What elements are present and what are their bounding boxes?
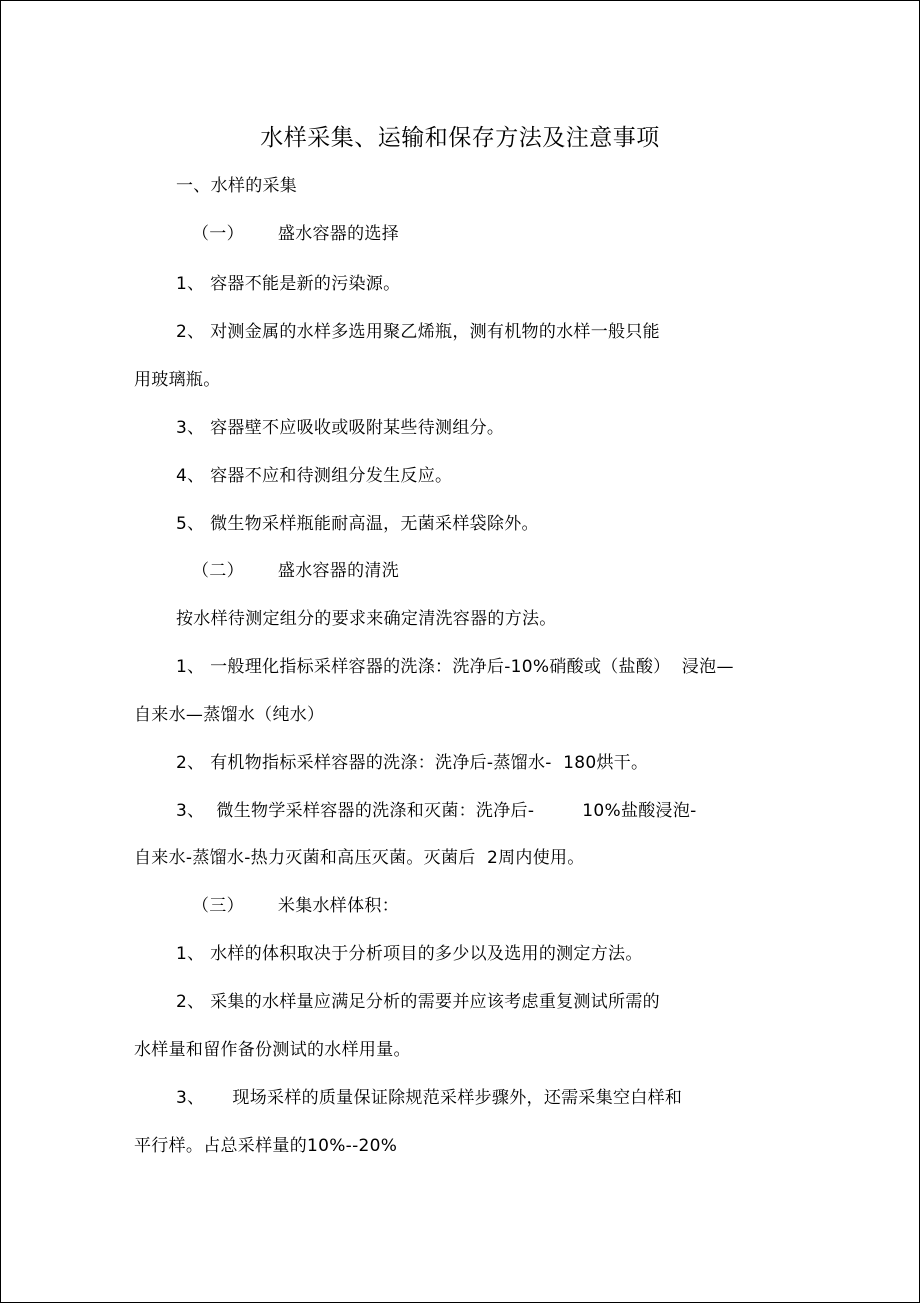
paragraph-intro: 按水样待测定组分的要求来确定清洗容器的方法。 xyxy=(176,609,557,629)
list-item: 1、 一般理化指标采样容器的洗涤：洗净后-10%硝酸或（盐酸） 浸泡— xyxy=(176,657,734,677)
list-item: 3、 容器壁不应吸收或吸附某些待测组分。 xyxy=(176,418,505,438)
subsection-title: 米集水样体积： xyxy=(277,896,400,916)
list-item: 2、 对测金属的水样多选用聚乙烯瓶，测有机物的水样一般只能 xyxy=(176,322,660,342)
subsection-number: （一） xyxy=(192,224,244,244)
subsection-title: 盛水容器的选择 xyxy=(277,224,400,244)
list-item-text: 微生物学采样容器的洗涤和灭菌：洗净后- xyxy=(216,801,535,821)
list-item-continuation: 用玻璃瓶。 xyxy=(134,370,221,390)
list-item xyxy=(176,1088,682,1108)
list-item: 4、 容器不应和待测组分发生反应。 xyxy=(176,466,453,486)
list-item-number: 3、 xyxy=(176,1088,205,1108)
section-heading-sampling: 一、水样的采集 xyxy=(176,176,298,196)
subsection-title: 盛水容器的清洗 xyxy=(277,561,400,581)
list-item: 5、 微生物采样瓶能耐高温，无菌采样袋除外。 xyxy=(176,514,539,534)
list-item-continuation: 平行样。占总采样量的10%--20% xyxy=(134,1136,398,1156)
subsection-heading-sample-volume xyxy=(192,896,399,916)
list-item-number: 3、 xyxy=(176,801,205,821)
page-title: 水样采集、运输和保存方法及注意事项 xyxy=(260,125,660,151)
list-item-continuation: 自来水-蒸馏水-热力灭菌和高压灭菌。灭菌后 2周内使用。 xyxy=(134,848,585,868)
list-item-continuation: 水样量和留作备份测试的水样用量。 xyxy=(134,1040,411,1060)
list-item: 2、 采集的水样量应满足分析的需要并应该考虑重复测试所需的 xyxy=(176,992,660,1012)
subsection-heading-container-selection xyxy=(192,224,399,244)
list-item-continuation: 自来水—蒸馏水（纯水） xyxy=(134,705,325,725)
list-item: 1、 容器不能是新的污染源。 xyxy=(176,274,401,294)
subsection-heading-container-cleaning xyxy=(192,561,399,581)
list-item: 1、 水样的体积取决于分析项目的多少以及选用的测定方法。 xyxy=(176,944,643,964)
subsection-number: （三） xyxy=(192,896,244,916)
list-item-text: 现场采样的质量保证除规范采样步骤外，还需采集空白样和 xyxy=(232,1088,683,1108)
list-item-text-tail: 10%盐酸浸泡- xyxy=(582,801,697,821)
subsection-number: （二） xyxy=(192,561,244,581)
list-item xyxy=(176,801,697,821)
list-item: 2、 有机物指标采样容器的洗涤：洗净后-蒸馏水- 180烘干。 xyxy=(176,753,649,773)
